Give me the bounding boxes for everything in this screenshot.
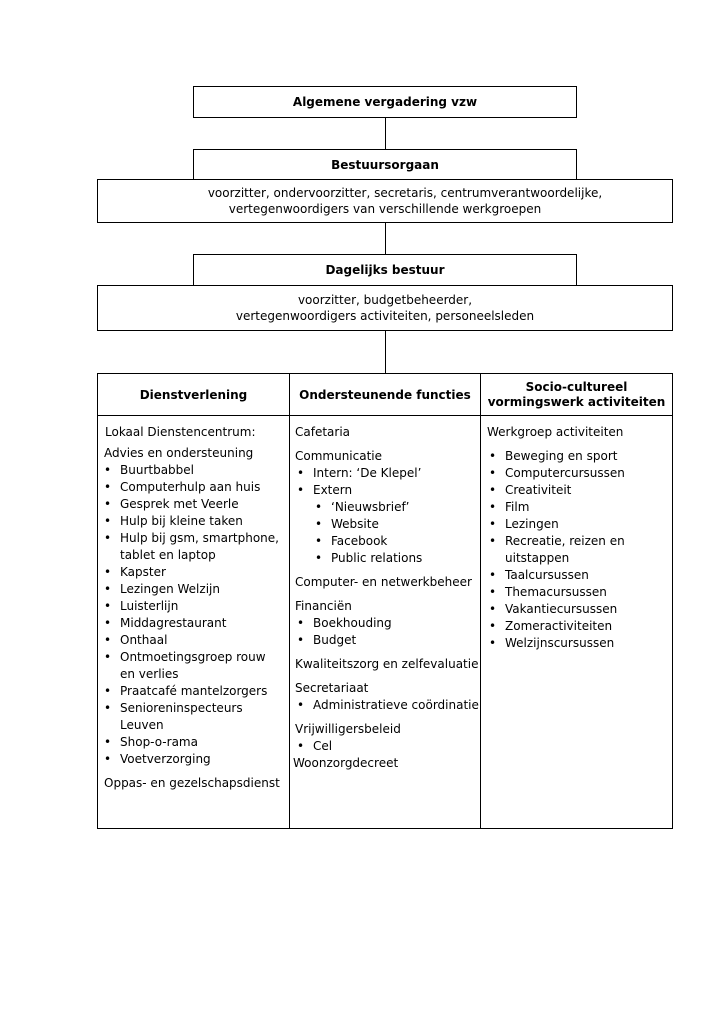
header-ondersteunende-functies: Ondersteunende functies <box>299 387 471 402</box>
section-secretariaat: Secretariaat <box>295 681 369 695</box>
advies-list <box>102 462 288 768</box>
list-item: • Zomeractiviteiten <box>487 618 671 635</box>
financien-list <box>295 615 479 649</box>
list-item: • Middagrestaurant <box>102 615 288 632</box>
list-item: • Onthaal <box>102 632 288 649</box>
list-item: • Hulp bij gsm, smartphone, <box>102 530 288 547</box>
board-members-line2: vertegenwoordigers van verschillende werkgroepen <box>228 202 542 216</box>
column-ondersteunende-functies <box>295 424 479 772</box>
list-item: • Film <box>487 499 671 516</box>
header-socio-cultureel: Socio-cultureel vormingswerk activiteiten <box>487 379 666 409</box>
list-item: • Kapster <box>102 564 288 581</box>
vrijwilligers-list <box>295 738 479 755</box>
board-title: Bestuursorgaan <box>331 157 439 172</box>
list-item: • Lezingen Welzijn <box>102 581 288 598</box>
section-werkgroep: Werkgroep activiteiten <box>487 425 624 439</box>
list-item: • Hulp bij kleine taken <box>102 513 288 530</box>
column-socio-cultureel <box>487 424 671 652</box>
board-title-box <box>193 149 577 180</box>
list-item: • Public relations <box>295 550 479 567</box>
list-item: • Shop-o-rama <box>102 734 288 751</box>
list-item: • Computerhulp aan huis <box>102 479 288 496</box>
general-assembly-box <box>193 86 577 118</box>
section-cafetaria: Cafetaria <box>295 425 351 439</box>
section-vrijwilligers: Vrijwilligersbeleid <box>295 722 401 736</box>
list-item: • Buurtbabbel <box>102 462 288 479</box>
daily-members-line2: vertegenwoordigers activiteiten, personeelsleden <box>235 309 535 323</box>
list-item: • Administratieve coördinatie <box>295 697 479 714</box>
section-lokaal-dienstencentrum: Lokaal Dienstencentrum: <box>105 425 256 439</box>
list-item: • Facebook <box>295 533 479 550</box>
board-members-line1: voorzitter, ondervoorzitter, secretaris, centrumverantwoordelijke, <box>207 186 603 200</box>
communicatie-list <box>295 465 479 499</box>
section-advies: Advies en ondersteuning <box>104 446 254 460</box>
section-computer: Computer- en netwerkbeheer <box>295 575 472 589</box>
list-item: • Ontmoetingsgroep rouw <box>102 649 288 666</box>
daily-members-line1: voorzitter, budgetbeheerder, <box>297 293 473 307</box>
list-item: • Lezingen <box>487 516 671 533</box>
list-item: • Website <box>295 516 479 533</box>
daily-board-members-box <box>97 285 673 331</box>
list-item-continuation: tablet en laptop <box>120 548 216 562</box>
list-item: • Beweging en sport <box>487 448 671 465</box>
daily-board-title-box <box>193 254 577 286</box>
list-item: • Voetverzorging <box>102 751 288 768</box>
section-woonzorg: Woonzorgdecreet <box>293 756 399 770</box>
table-divider-2 <box>480 373 481 829</box>
list-item: • Welzijnscursussen <box>487 635 671 652</box>
list-item: • Recreatie, reizen en <box>487 533 671 550</box>
header-dienstverlening: Dienstverlening <box>139 387 248 402</box>
list-item: • Gesprek met Veerle <box>102 496 288 513</box>
list-item: • Budget <box>295 632 479 649</box>
list-item: • Extern <box>295 482 479 499</box>
connector-assembly-board <box>385 118 386 150</box>
list-item: • Praatcafé mantelzorgers <box>102 683 288 700</box>
connector-daily-table <box>385 330 386 374</box>
list-item: • Vakantiecursussen <box>487 601 671 618</box>
list-item: • Luisterlijn <box>102 598 288 615</box>
list-item-continuation: en verlies <box>120 667 179 681</box>
list-item: • ‘Nieuwsbrief’ <box>295 499 479 516</box>
general-assembly-title: Algemene vergadering vzw <box>292 95 478 109</box>
board-members-box <box>97 179 673 223</box>
list-item: • Taalcursussen <box>487 567 671 584</box>
extern-list <box>295 499 479 567</box>
table-header-divider <box>97 415 673 416</box>
list-item: • Boekhouding <box>295 615 479 632</box>
list-item: • Creativiteit <box>487 482 671 499</box>
list-item-continuation: uitstappen <box>505 551 570 565</box>
section-kwaliteit: Kwaliteitszorg en zelfevaluatie <box>295 657 479 671</box>
table-divider-1 <box>289 373 290 829</box>
activiteiten-list <box>487 448 671 652</box>
secretariaat-list <box>295 697 479 714</box>
section-financien: Financiën <box>295 599 352 613</box>
daily-board-title: Dagelijks bestuur <box>325 263 445 277</box>
connector-board-daily <box>385 222 386 254</box>
column-dienstverlening <box>102 424 288 792</box>
list-item: • Computercursussen <box>487 465 671 482</box>
section-oppas: Oppas- en gezelschapsdienst <box>104 776 280 790</box>
list-item: • Senioreninspecteurs Leuven <box>102 700 288 734</box>
section-communicatie: Communicatie <box>295 449 383 463</box>
list-item: • Themacursussen <box>487 584 671 601</box>
list-item: • Cel <box>295 738 479 755</box>
list-item: • Intern: ‘De Klepel’ <box>295 465 479 482</box>
